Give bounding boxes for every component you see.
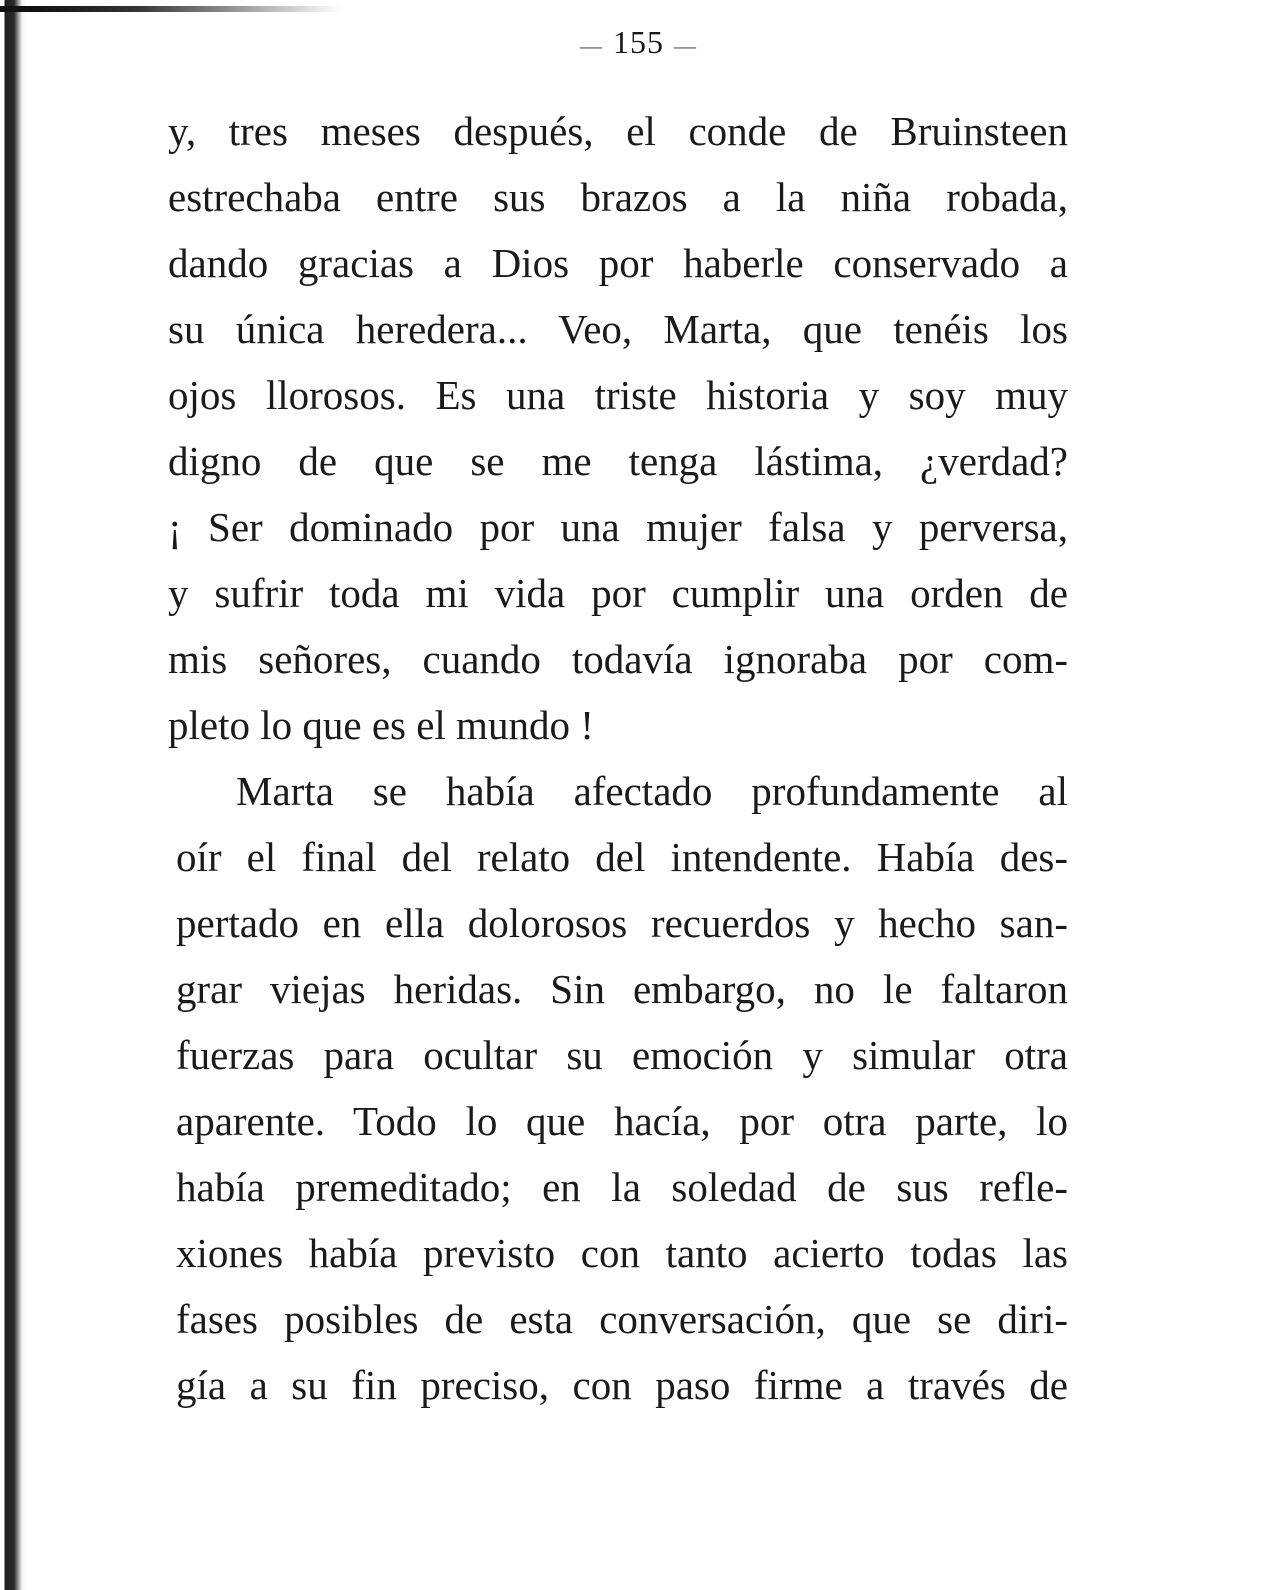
- body-text: [168, 98, 1068, 1418]
- text-line: ¡ Ser dominado por una mujer falsa y perversa,: [168, 504, 1068, 550]
- text-line: y sufrir toda mi vida por cumplir una orden de: [168, 570, 1068, 616]
- text-line: oír el final del relato del intendente. Había des-: [176, 834, 1068, 880]
- text-line: xiones había previsto con tanto acierto todas las: [176, 1230, 1068, 1276]
- text-line: grar viejas heridas. Sin embargo, no le faltaron: [176, 966, 1068, 1012]
- paragraph-2: [176, 758, 1068, 1418]
- text-line: ojos llorosos. Es una triste historia y soy muy: [168, 372, 1068, 418]
- page-number-dash-right: —: [674, 32, 697, 58]
- text-line: pertado en ella dolorosos recuerdos y hecho san-: [176, 900, 1068, 946]
- text-line: estrechaba entre sus brazos a la niña robada,: [168, 174, 1068, 220]
- scan-top-rule: [0, 6, 340, 12]
- text-line: fuerzas para ocultar su emoción y simular otra: [176, 1032, 1068, 1078]
- text-line: fases posibles de esta conversación, que se diri-: [176, 1296, 1068, 1342]
- text-line: mis señores, cuando todavía ignoraba por com-: [168, 636, 1068, 682]
- text-line: su única heredera... Veo, Marta, que tenéis los: [168, 306, 1068, 352]
- scan-binding-edge: [0, 0, 26, 1590]
- text-line: gía a su fin preciso, con paso firme a través de: [176, 1362, 1068, 1408]
- text-line: y, tres meses después, el conde de Bruinsteen: [168, 108, 1068, 154]
- paragraph-1: [168, 98, 1068, 758]
- text-line: Marta se había afectado profundamente al: [236, 768, 1068, 814]
- page-number-dash-left: —: [580, 32, 603, 58]
- page-number: [0, 24, 1277, 61]
- text-line: aparente. Todo lo que hacía, por otra parte, lo: [176, 1098, 1068, 1144]
- page-number-value: 155: [613, 24, 664, 60]
- text-line: había premeditado; en la soledad de sus refle-: [176, 1164, 1068, 1210]
- text-line: digno de que se me tenga lástima, ¿verdad?: [168, 438, 1068, 484]
- text-line: dando gracias a Dios por haberle conservado a: [168, 240, 1068, 286]
- text-line: pleto lo que es el mundo !: [168, 702, 594, 748]
